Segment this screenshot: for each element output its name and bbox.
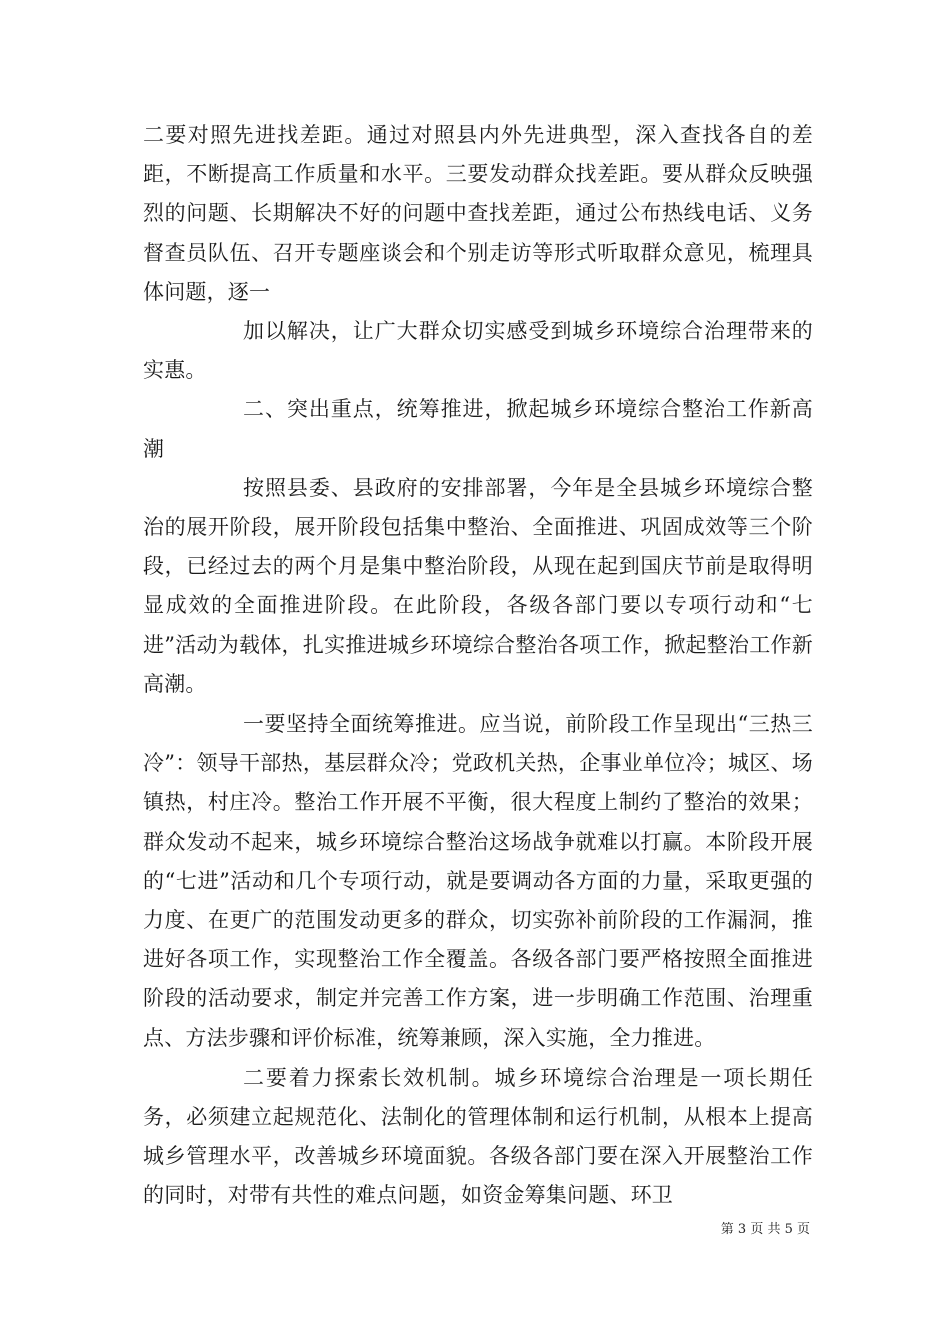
paragraph-1: 二要对照先进找差距。通过对照县内外先进典型，深入查找各自的差距，不断提高工作质量和水平。三要发动群众找差距。要从群众反映强烈的问题、长期解决不好的问题中查找差距，通过公布热线电话、义务督查员队伍、召开专题座谈会和个别走访等形式听取群众意见，梳理具体问题，逐一 [143,123,813,304]
paragraph-5: 二要着力探索长效机制。城乡环境综合治理是一项长期任务，必须建立起规范化、法制化的管理体制和运行机制，从根本上提高城乡管理水平，改善城乡环境面貌。各级各部门要在深入开展整治工作的同时，对带有共性的难点问题，如资金筹集问题、环卫 [143,1065,813,1208]
paragraph-4: 一要坚持全面统筹推进。应当说，前阶段工作呈现出“三热三冷”：领导干部热，基层群众冷；党政机关热，企事业单位冷；城区、场镇热，村庄冷。整治工作开展不平衡，很大程度上制约了整治的效果；群众发动不起来，城乡环境综合整治这场战争就难以打赢。本阶段开展的“七进”活动和几个专项行动，就是要调动各方面的力量，采取更强的力度、在更广的范围发动更多的群众，切实弥补前阶段的工作漏洞，推进好各项工作，实现整治工作全覆盖。各级各部门要严格按照全面推进阶段的活动要求，制定并完善工作方案，进一步明确工作范围、治理重点、方法步骤和评价标准，统筹兼顾，深入实施，全力推进。 [143,712,813,1050]
paragraph-2: 加以解决，让广大群众切实感受到城乡环境综合治理带来的实惠。 [143,319,813,383]
document-body [143,116,813,1216]
paragraph-3: 按照县委、县政府的安排部署，今年是全县城乡环境综合整治的展开阶段，展开阶段包括集中整治、全面推进、巩固成效等三个阶段，已经过去的两个月是集中整治阶段，从现在起到国庆节前是取得明显成效的全面推进阶段。在此阶段，各级各部门要以专项行动和“七进”活动为载体，扎实推进城乡环境综合整治各项工作，掀起整治工作新高潮。 [143,475,813,696]
page-number-footer: 第 3 页 共 5 页 [720,1222,810,1237]
section-heading: 二、突出重点，统筹推进，掀起城乡环境综合整治工作新高潮 [143,397,813,461]
